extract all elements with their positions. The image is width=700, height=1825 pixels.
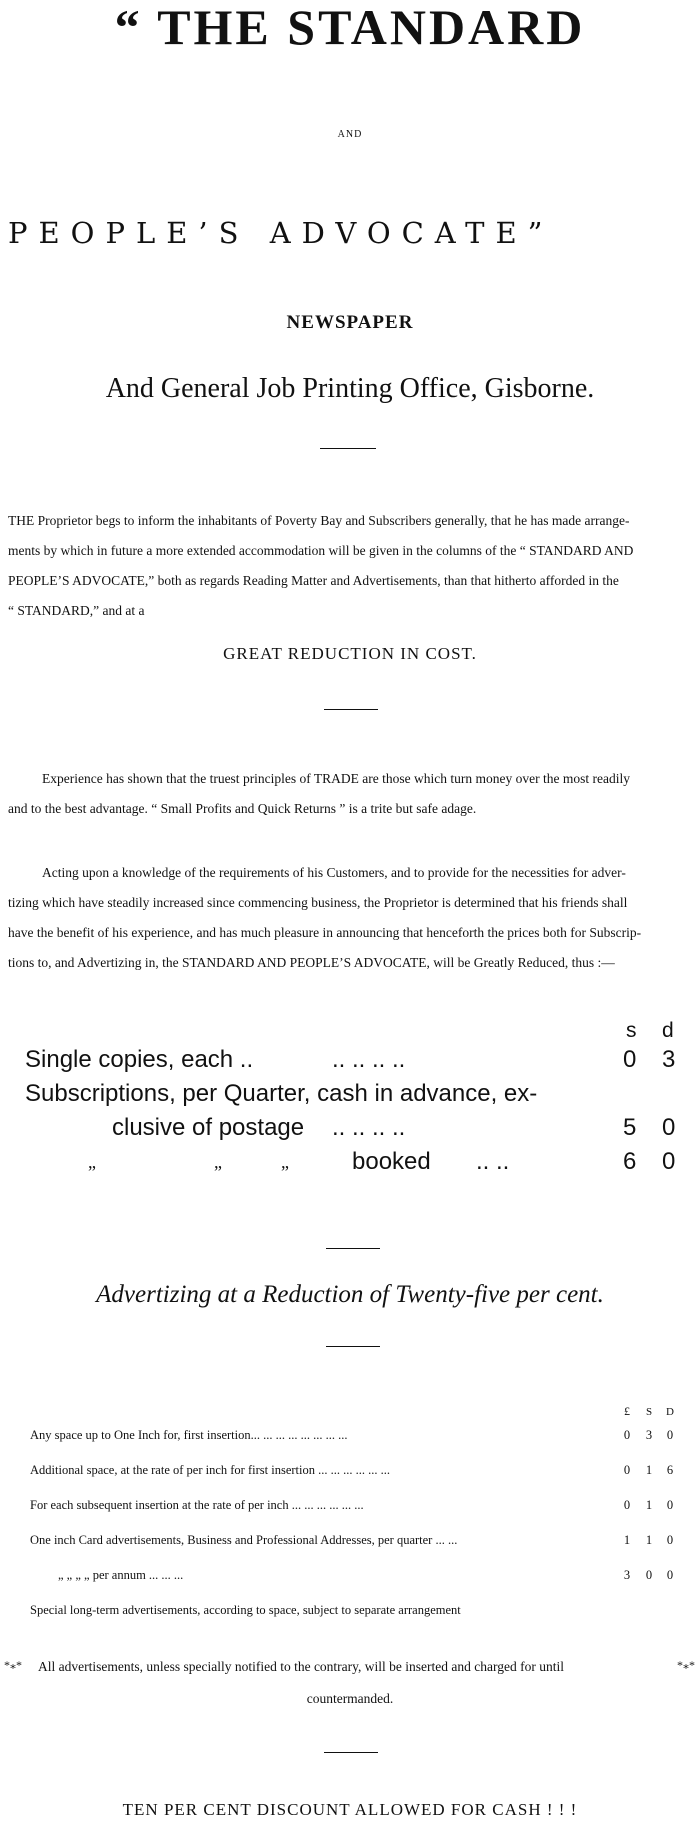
rate-pounds: 0 xyxy=(623,1498,631,1512)
subscriptions-shillings: 5 xyxy=(623,1114,637,1141)
rate-label: „ „ „ „ per annum ... ... ... xyxy=(58,1568,184,1582)
asterism-right: *⁎* xyxy=(677,1658,695,1672)
acting-line: tizing which have steadily increased since commencing business, the Proprietor is determined that his friends shall xyxy=(8,895,628,910)
asterism-left: *⁎* xyxy=(4,1658,22,1672)
rate-row xyxy=(30,1428,690,1448)
intro-line: ments by which in future a more extended accommodation will be given in the columns of the “ STANDARD AND xyxy=(8,543,634,558)
rate-row xyxy=(30,1463,690,1483)
col-pence: D xyxy=(666,1406,674,1418)
leader-dots: .. .. .. .. xyxy=(332,1046,406,1073)
acting-line: tions to, and Advertizing in, the STANDARD AND PEOPLE’S ADVOCATE, will be Greatly Reduced, thus :— xyxy=(8,955,615,970)
acting-line: Acting upon a knowledge of the requirements of his Customers, and to provide for the necessities for adver- xyxy=(42,865,626,880)
subscriptions-label: Subscriptions, per Quarter, cash in advance, ex- xyxy=(25,1080,538,1107)
masthead-headline: “ THE STANDARD xyxy=(114,0,586,55)
divider-rule xyxy=(324,1752,378,1753)
cost-reduction-heading: GREAT REDUCTION IN COST. xyxy=(223,644,477,663)
experience-line: Experience has shown that the truest principles of TRADE are those which turn money over the most readily xyxy=(42,771,630,786)
advertizing-title: Advertizing at a Reduction of Twenty-five per cent. xyxy=(96,1281,604,1308)
rate-shillings: 3 xyxy=(645,1428,653,1442)
rate-label: For each subsequent insertion at the rate of per inch ... ... ... ... ... ... xyxy=(30,1498,364,1512)
divider-rule xyxy=(326,1248,380,1249)
leader-dots: .. .. xyxy=(476,1148,510,1175)
rate-shillings: 1 xyxy=(645,1463,653,1477)
rate-shillings: 1 xyxy=(645,1533,653,1547)
price-header-s: s xyxy=(626,1019,637,1042)
rate-shillings: 0 xyxy=(645,1568,653,1582)
booked-label: booked xyxy=(352,1148,431,1175)
ditto-mark: „ xyxy=(88,1152,96,1172)
single-copies-pence: 3 xyxy=(662,1046,676,1073)
postage-label: clusive of postage xyxy=(112,1114,305,1141)
rate-pence: 6 xyxy=(666,1463,674,1477)
rate-row xyxy=(30,1498,690,1518)
ditto-mark: „ xyxy=(214,1152,222,1172)
rate-row xyxy=(30,1568,690,1588)
newspaper-label: NEWSPAPER xyxy=(286,312,414,333)
masthead-and: AND xyxy=(337,129,363,140)
subscriptions-pence: 0 xyxy=(662,1114,676,1141)
rate-pounds: 3 xyxy=(623,1568,631,1582)
rate-pence: 0 xyxy=(666,1428,674,1442)
rate-label: Any space up to One Inch for, first insertion... ... ... ... ... ... ... ... xyxy=(30,1428,348,1442)
special-arrangement-row xyxy=(30,1603,690,1623)
acting-line: have the benefit of his experience, and has much pleasure in announcing that henceforth the prices both for Subscrip- xyxy=(8,925,642,940)
countermanded-text: countermanded. xyxy=(306,1691,394,1706)
intro-line: “ STANDARD,” and at a xyxy=(8,603,145,618)
job-office-title: And General Job Printing Office, Gisborne. xyxy=(105,373,595,404)
rate-label: Additional space, at the rate of per inch for first insertion ... ... ... ... ... ... xyxy=(30,1463,390,1477)
intro-line: THE Proprietor begs to inform the inhabitants of Poverty Bay and Subscribers generally, that he has made arrange- xyxy=(8,513,630,528)
rate-pence: 0 xyxy=(666,1498,674,1512)
single-copies-shillings: 0 xyxy=(623,1046,637,1073)
booked-pence: 0 xyxy=(662,1148,676,1175)
masthead-subtitle: PEOPLE’S ADVOCATE” xyxy=(8,216,554,250)
experience-line: and to the best advantage. “ Small Profits and Quick Returns ” is a trite but safe adage. xyxy=(8,801,477,816)
rate-pounds: 0 xyxy=(623,1428,631,1442)
cash-discount-heading: TEN PER CENT DISCOUNT ALLOWED FOR CASH ! ! ! xyxy=(122,1800,578,1819)
rate-shillings: 1 xyxy=(645,1498,653,1512)
divider-rule xyxy=(324,709,378,710)
ditto-mark: „ xyxy=(281,1152,289,1172)
col-shillings: S xyxy=(646,1406,653,1418)
rate-pence: 0 xyxy=(666,1568,674,1582)
rate-row xyxy=(30,1533,690,1553)
intro-paragraph xyxy=(8,506,698,626)
rate-pence: 0 xyxy=(666,1533,674,1547)
rate-pounds: 0 xyxy=(623,1463,631,1477)
intro-line: PEOPLE’S ADVOCATE,” both as regards Reading Matter and Advertisements, than that hitherto afforded in the xyxy=(8,573,619,588)
divider-rule xyxy=(320,448,376,449)
notice-text: All advertisements, unless specially notified to the contrary, will be inserted and charged for until xyxy=(38,1659,564,1674)
booked-shillings: 6 xyxy=(623,1148,637,1175)
rate-pounds: 1 xyxy=(623,1533,631,1547)
price-header-d: d xyxy=(662,1019,674,1042)
col-pound: £ xyxy=(624,1404,630,1418)
experience-paragraph xyxy=(8,764,698,824)
special-arrangement-text: Special long-term advertisements, according to space, subject to separate arrangement xyxy=(30,1603,461,1617)
acting-paragraph xyxy=(8,858,698,978)
divider-rule xyxy=(326,1346,380,1347)
single-copies-label: Single copies, each .. xyxy=(25,1046,254,1073)
leader-dots: .. .. .. .. xyxy=(332,1114,406,1141)
rate-label: One inch Card advertisements, Business and Professional Addresses, per quarter ... ... xyxy=(30,1533,458,1547)
